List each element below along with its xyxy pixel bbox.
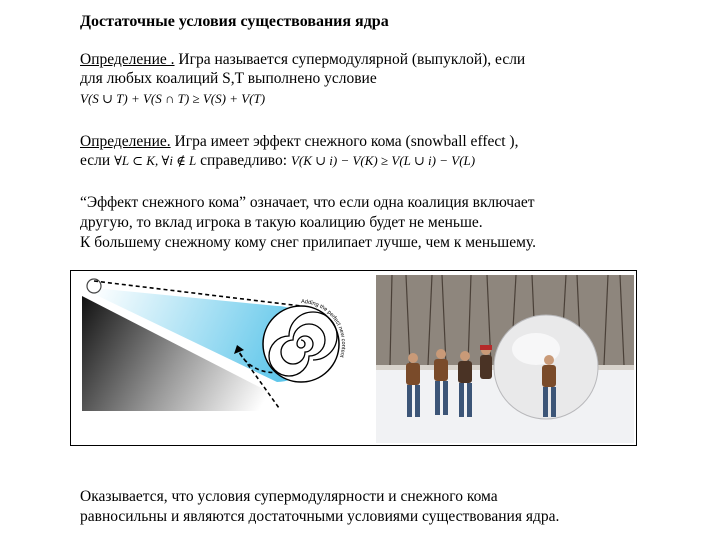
snowball-condition: ∀L ⊂ K, ∀i ∉ L: [114, 153, 197, 168]
explanation-line-1: “Эффект снежного кома” означает, что если одна коалиция включает: [80, 194, 535, 211]
explanation-line-3: К большему снежному кому снег прилипает лучше, чем к меньшему.: [80, 234, 536, 251]
snowball-diagram: [74, 274, 364, 442]
explanation-line-2: другую, то вклад игрока в такую коалицию будет не меньше.: [80, 214, 483, 231]
definition-1-line-1: [80, 50, 525, 69]
definition-2-line-2: [80, 151, 475, 170]
conclusion-line-2: равносильны и являются достаточными условиями существования ядра.: [80, 508, 560, 525]
definition-1-text: Игра называется супермодулярной (выпуклой), если: [174, 51, 526, 68]
definition-1-label: Определение .: [80, 51, 175, 68]
definition-1-line-2: для любых коалиций S,T выполнено условие: [80, 70, 377, 87]
conclusion-line-1: Оказывается, что условия супермодулярности и снежного кома: [80, 488, 498, 505]
definition-2-text: Игра имеет эффект снежного кома (snowball effect ),: [170, 133, 519, 150]
spiral-label: Adding the perfect new content: [300, 298, 347, 359]
supermodularity-formula: V(S ∪ T) + V(S ∩ T) ≥ V(S) + V(T): [80, 91, 266, 106]
page-title: Достаточные условия существования ядра: [80, 13, 389, 30]
definition-2-mid: справедливо:: [196, 152, 291, 169]
figure-box: [70, 270, 637, 446]
definition-2-line-1: [80, 132, 518, 151]
definition-2-prefix: если: [80, 152, 115, 169]
snowball-formula: V(K ∪ i) − V(K) ≥ V(L ∪ i) − V(L): [290, 153, 476, 168]
snowball-photo: [376, 275, 634, 443]
definition-2-label: Определение.: [80, 133, 171, 150]
